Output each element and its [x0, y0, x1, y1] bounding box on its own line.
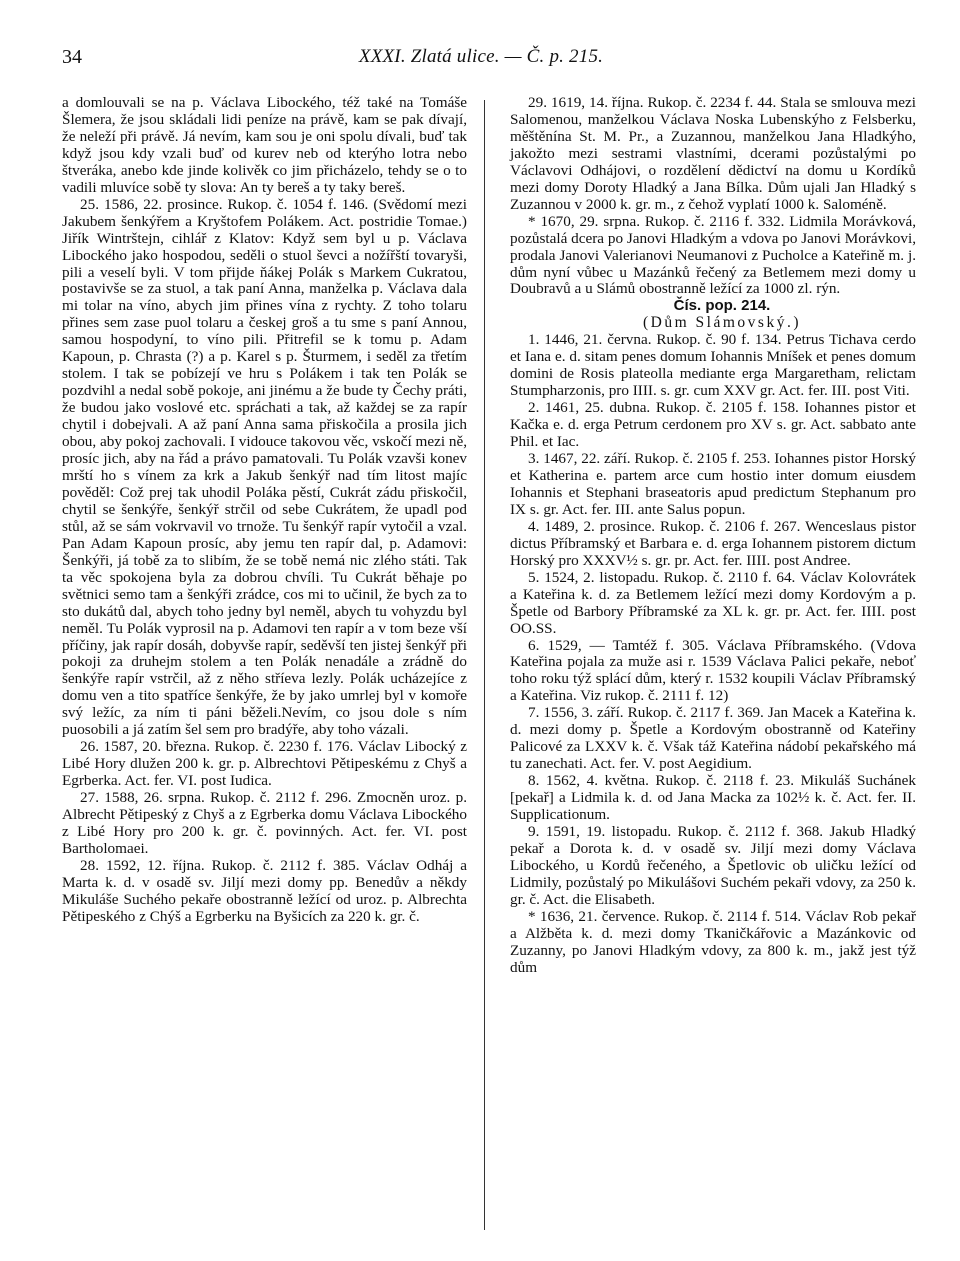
paragraph: 7. 1556, 3. září. Rukop. č. 2117 f. 369. Jan Macek a Kateřina k. d. mezi domy p. Špetle a Kordovým obostranně od Kateřiny Palicové za LXXV k. č. Však táž Kateřina nádobí pekařského má tu zanechati. Act. fer. V. post Aegidium. [510, 704, 916, 773]
paragraph: 3. 1467, 22. září. Rukop. č. 2105 f. 253. Iohannes pistor Horský et Katherina e. partem arce cum hostio inter domum eiusdem Iohannis et Stephani braseatoris apud predictum Stephanum pro IX s. gr. Act. fer. III. ante Salus popun. [510, 450, 916, 518]
paragraph: 5. 1524, 2. listopadu. Rukop. č. 2110 f. 64. Václav Kolovrátek a Kateřina k. d. za Betlemem ležící mezi domy Kordovým a p. Špetle od Barbory Příbramské za XL k. gr. pr. Act. fer. IIII. post OO.SS. [510, 568, 916, 637]
paragraph: 25. 1586, 22. prosince. Rukop. č. 1054 f. 146. (Svědomí mezi Jakubem šenkýřem a Kryštofem Polákem. Act. postridie Tomae.) Jiřík Wintrštejn, cihlář z Klatov: Když sem byl u p. Václava Libockého jako hospodou, seděli o stuol ševci a nožířští tovaryši, pili a veselí byli. V tom přijde ňákej Polák s Markem Cukratou, postavivše se za stuol, a tak paní Anna, manželka p. Václava dala mi tolar na víno, abych jim přines vína z rychty. Z toho tolaru přines sem zase puol tolaru a českej groš a tu sme s paní Annou, samou hospodyní, to víno pili. Přitrefil se k tomu p. Adam Kapoun, p. Chrasta (?) a p. Karel s p. Šturmem, i seděl za třetím stolem. I tak se pobízejí ve hru s Polákem i tak ten Polák se pozdvihl a nedal sobě pokoje, ani jinému a že bude ty Čechy práti, že budou jako voslové etc. spráchati a tak, až každej se za rapír chytil i dobejvali. A až paní Anna sama přiskočila a prosila jich obou, aby pokoj zachovali. I vidouce takovou věc, vskočí mezi ně, prosíc jich, aby na řád a právo pamatovali. Tu Polák vzavši konev mrští ho s vínem za krk a Jakub šenkýř nad tím litost majíc pověděl: Což prej tak uhodil Poláka pěstí, Cukrát zádu přiskočil, chytil se šenkýře, šenkýř strčil od sebe Cukrátem, že upadl pod stůl, až se sám vokrvavil vo trnože. Tu šenkýř rapír vytočil a vzal. Pan Adam Kapoun prosíc, aby jemu ten rapír dal, p. Adamovi: Šenkýři, já tobě za to slibím, že se tobě nemá nic zlého státi. Tak ta věc spokojena byla za dobrou chvíli. Tu Cukrát běhaje po světnici semo tam a šenkýři zrádce, cos mi to učinil, že bych za to sto dukátů dal, abych toho jedny byl neměl, abych tu vohyzdu byl neměl. Tu Polák vyprosil na p. Adamovi ten rapír a v tom beze vší příčiny, jak rapír dosáh, dobyvše rapír, seděvší ten jistej šenkýř při pokoji za druhejm stolem a ten Polák nenadále a zrádně do šenkýře rapír vstrčil, až z něho stříeva lezly. Polák ucházejíce z domu ven a tito spatříce šenkýře, že by jako umrlej byl v komoře svý ležíc, za ním ti páni běželi.Nevím, co jsou dole s ním puosobili a já zatím šel sem pro bradýře, aby toho vázali. [62, 195, 467, 739]
paragraph: 28. 1592, 12. října. Rukop. č. 2112 f. 385. Václav Odháj a Marta k. d. v osadě sv. Jiljí mezi domy pp. Benedův a někdy Mikuláše Suchého pekaře obostranně ležící od uroz. p. Albrechta Pětipeského z Chýš a Egrberku na Byšicích za 220 k. gr. č. [62, 856, 467, 925]
paragraph: 2. 1461, 25. dubna. Rukop. č. 2105 f. 158. Iohannes pistor et Kačka e. d. erga Petrum cerdonem pro XV s. gr. Act. sabbato ante Phil. et Iac. [510, 399, 916, 451]
section-heading: Čís. pop. 214. [673, 297, 771, 315]
paragraph: a domlouvali se na p. Václava Libockého, též také na Tomáše Šlemera, že jsou skládali lidi peníze na právě, kam se pak dívají, že neleží při právě. Já nevím, kam sou je oni spolu dívali, buď tak když jsou kdy vzali buď od kurev neb od kterýho lotra nebo štveráka, anebo kde jinde kolivěk co jim přicházelo, tehdy se o to vadili mluvíce sobě ty slova: An ty bereš a ty taky bereš. [62, 94, 467, 196]
column-divider [484, 100, 485, 1230]
paragraph: 26. 1587, 20. března. Rukop. č. 2230 f. 176. Václav Libocký z Libé Hory dlužen 200 k. gr. p. Albrechtovi Pětipeskému z Chyš a Egrberka. Act. fer. VI. post Iudica. [62, 738, 467, 790]
paragraph: 1. 1446, 21. června. Rukop. č. 90 f. 134. Petrus Tichava cerdo et Iana e. d. sitam penes domum Iohannis Mníšek et penes domum domini de Rosis plateolla mediante erga Margaretham, relictam Stumpharzonis, pro IIII. s. gr. cum XXV gr. Act. fer. III. post Viti. [510, 331, 916, 400]
paragraph: * 1670, 29. srpna. Rukop. č. 2116 f. 332. Lidmila Morávková, pozůstalá dcera po Janovi Hladkým a vdova po Janovi Morávkovi, prodala Janovi Valerianovi Neumanovi z Pucholce a Kateřině m. j. dům nyní vůbec u Mazánků řečený za Betlemem mezi domy u Doubravů a u Slámů obostranně ležící za 1000 zl. rýn. [510, 212, 916, 298]
paragraph: 29. 1619, 14. října. Rukop. č. 2234 f. 44. Stala se smlouva mezi Salomenou, manželkou Václava Noska Lubenskýho z Felsberku, měštěnína St. M. Pr., a Zuzannou, manželkou Jana Hladkýho, jakožto mezi sestrami vlastními, dcerami pozůstalými po Václavovi Odhájovi, o rozdělení dědictví na domu u Kordíků mezi domy Doroty Hladký a Jana Bílka. Dům ujali Jan Hladký s Zuzannou v 2000 k. gr. m., z čehož vyplatí 1000 k. Saloméně. [510, 94, 916, 213]
running-title: XXXI. Zlatá ulice. — Č. p. 215. [358, 46, 604, 67]
paragraph: * 1636, 21. července. Rukop. č. 2114 f. 514. Václav Rob pekař a Alžběta k. d. mezi domy Tkaničkářovic a Mazánkovic od Zuzanny, po Janovi Hladkým vdovy, za 800 k. m., jakž jest týž dům [510, 907, 916, 976]
page-header [62, 46, 900, 74]
paragraph: 27. 1588, 26. srpna. Rukop. č. 2112 f. 296. Zmocněn uroz. p. Albrecht Pětipeský z Chyš a z Egrberka domu Václava Libockého z Libé Hory pro 200 k. gr. č. povinných. Act. fer. VI. post Bartholomaei. [62, 789, 467, 857]
paragraph: 6. 1529, — Tamtéž f. 305. Václava Příbramského. (Vdova Kateřina pojala za muže asi r. 1539 Václava Palici pekaře, neboť toho roku týž splácí dům, který r. 1532 koupili Václav Příbramský a Kateřina. Viz rukop. č. 2111 f. 12) [510, 636, 916, 705]
page-number: 34 [62, 46, 82, 68]
left-column [62, 95, 467, 926]
paragraph: 4. 1489, 2. prosince. Rukop. č. 2106 f. 267. Wenceslaus pistor dictus Příbramský et Barbara e. d. erga Iohannem pistorem dictum Horský pro XXXV½ s. gr. pr. Act. fer. IIII. post Andree. [510, 517, 916, 569]
paragraph: 8. 1562, 4. května. Rukop. č. 2118 f. 23. Mikuláš Suchánek [pekař] a Lidmila k. d. od Jana Macka za 102½ k. č. Act. fer. II. Supplicationum. [510, 772, 916, 824]
section-subheading: (Dům Slámovský.) [643, 314, 801, 332]
paragraph: 9. 1591, 19. listopadu. Rukop. č. 2112 f. 368. Jakub Hladký pekař a Dorota k. d. v osadě sv. Jiljí mezi domy Václava Libockého, u Kordů řečeného, a Špetlovic ob uličku ležící od Lidmily, pozůstalý po Mikulášovi Suchém pekaři vdovy, za 250 k. gr. č. Act. die Elisabeth. [510, 822, 916, 908]
right-column [510, 95, 916, 977]
